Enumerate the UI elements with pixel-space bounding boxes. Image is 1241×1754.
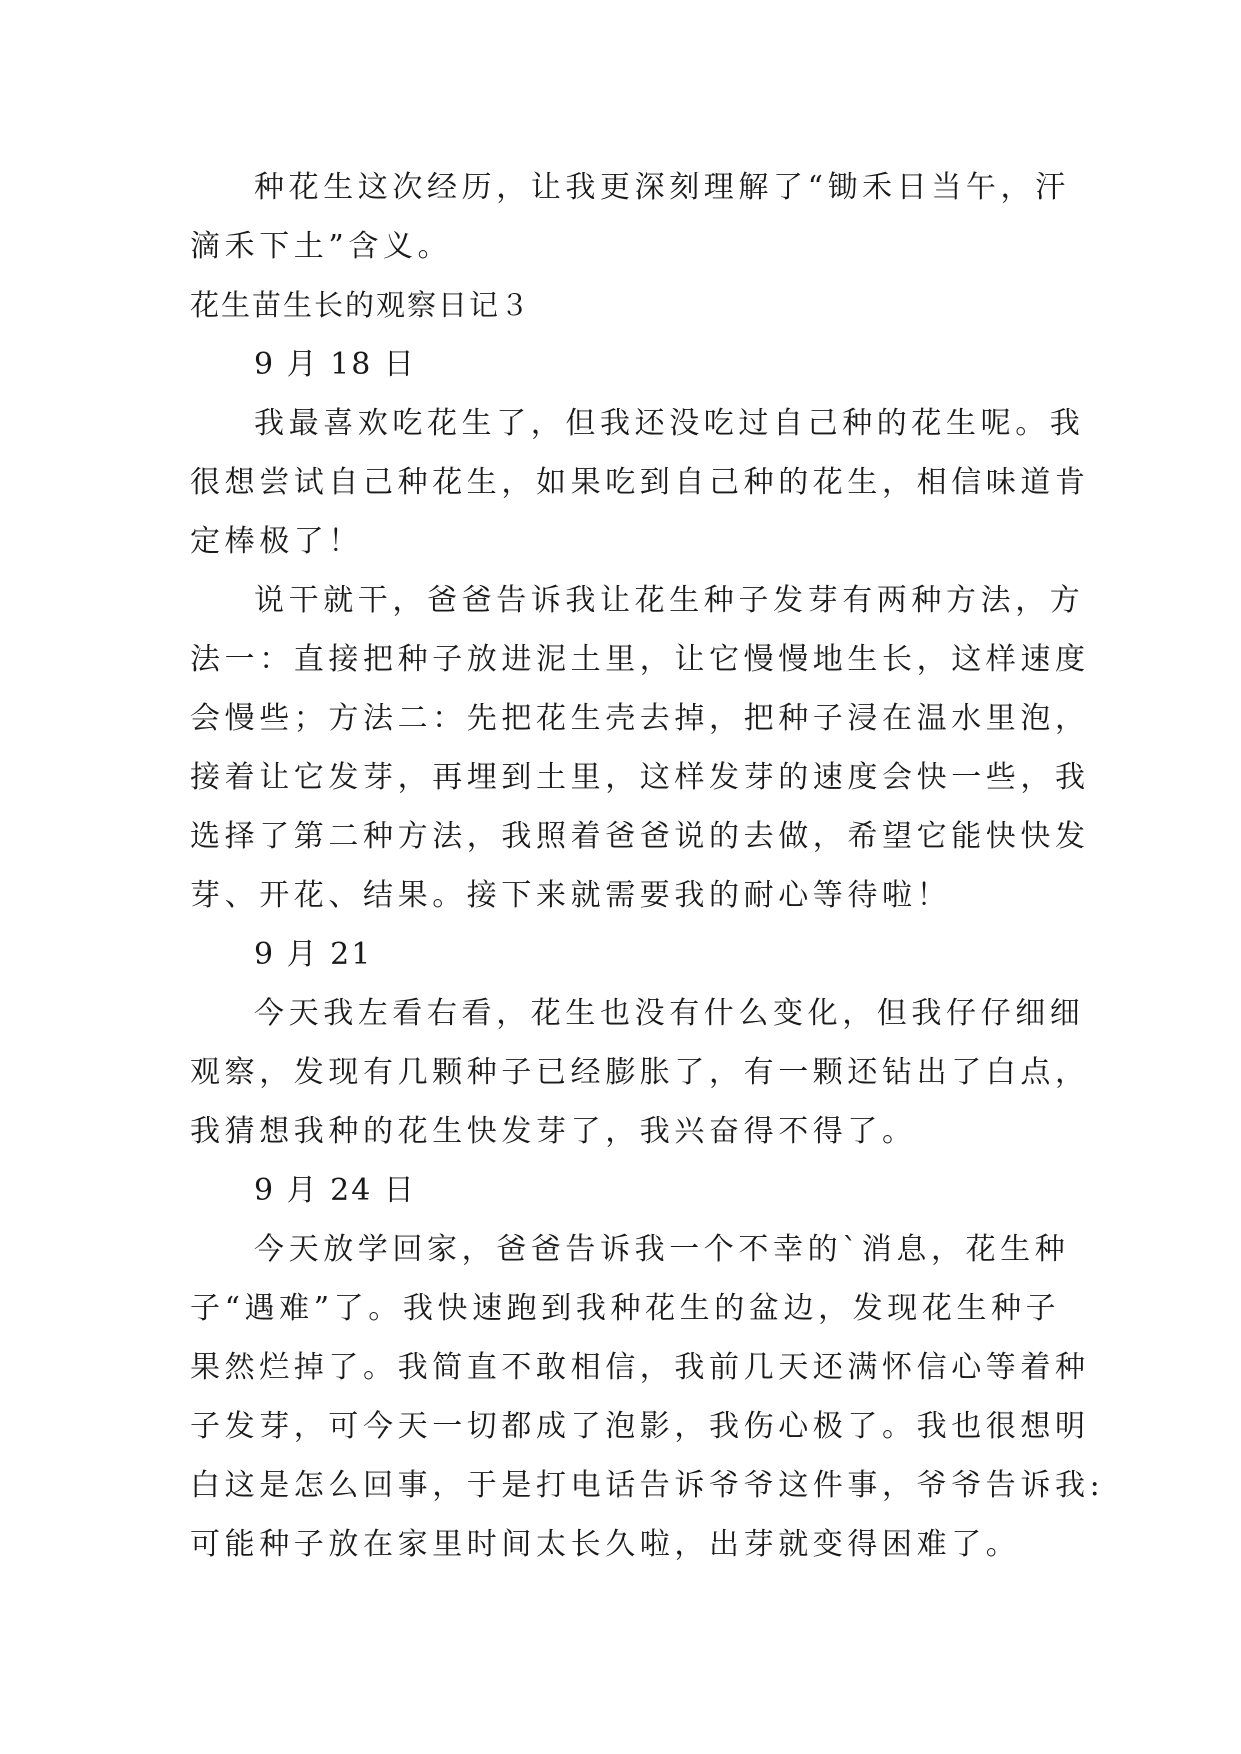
text-line: 子发芽，可今天一切都成了泡影，我伤心极了。我也很想明 [190, 1409, 1090, 1444]
text-line: 会慢些；方法二：先把花生壳去掉，把种子浸在温水里泡， [190, 701, 1090, 736]
text-line: 我猜想我种的花生快发芽了，我兴奋得不得了。 [190, 1114, 917, 1149]
text-line: 果然烂掉了。我简直不敢相信，我前几天还满怀信心等着种 [190, 1350, 1090, 1385]
diary-date: 9 月 21 [254, 937, 373, 972]
text-line: 白这是怎么回事，于是打电话告诉爷爷这件事，爷爷告诉我: [190, 1468, 1105, 1503]
text-line: 今天放学回家，爸爸告诉我一个不幸的`消息，花生种 [254, 1232, 1070, 1267]
text-line: 芽、开花、结果。接下来就需要我的耐心等待啦！ [190, 878, 952, 913]
text-line: 法一：直接把种子放进泥土里，让它慢慢地生长，这样速度 [190, 642, 1090, 677]
text-line: 很想尝试自己种花生，如果吃到自己种的花生，相信味道肯 [190, 465, 1090, 500]
document-body [190, 158, 1105, 1574]
diary-date: 9 月 18 日 [254, 347, 416, 382]
section-heading: 花生苗生长的观察日记３ [190, 288, 532, 322]
text-line: 种花生这次经历，让我更深刻理解了“锄禾日当午，汗 [254, 170, 1070, 205]
text-line: 今天我左看右看，花生也没有什么变化，但我仔仔细细 [254, 996, 1085, 1031]
text-line: 子“遇难”了。我快速跑到我种花生的盆边，发现花生种子 [190, 1291, 1061, 1326]
text-line: 滴禾下土”含义。 [190, 229, 453, 264]
text-line: 可能种子放在家里时间太长久啦，出芽就变得困难了。 [190, 1527, 1021, 1562]
text-line: 接着让它发芽，再埋到土里，这样发芽的速度会快一些，我 [190, 760, 1090, 795]
text-line: 观察，发现有几颗种子已经膨胀了，有一颗还钻出了白点， [190, 1055, 1090, 1090]
text-line: 定棒极了！ [190, 524, 363, 559]
text-line: 我最喜欢吃花生了，但我还没吃过自己种的花生呢。我 [254, 406, 1085, 441]
diary-date: 9 月 24 日 [254, 1173, 416, 1208]
text-line: 选择了第二种方法，我照着爸爸说的去做，希望它能快快发 [190, 819, 1090, 854]
text-line: 说干就干，爸爸告诉我让花生种子发芽有两种方法，方 [254, 583, 1085, 618]
